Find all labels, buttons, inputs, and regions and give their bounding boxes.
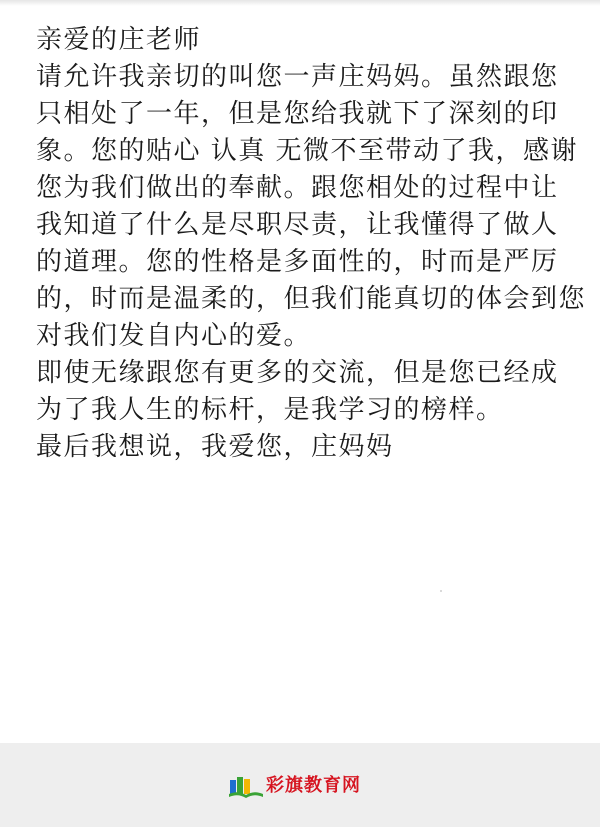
footer-bar [0,743,600,827]
logo-text: 彩旗教育网 [266,775,361,796]
letter-closing: 最后我想说，我爱您，庄妈妈 [36,432,394,462]
letter-body [36,22,587,466]
letter-salutation: 亲爱的庄老师 [36,25,202,55]
letter-line: 我知道了什么是尽职尽责，让我懂得了做人 [36,210,559,240]
letter-line: 为了我人生的标杆，是我学习的榜样。 [36,395,504,425]
open-book-icon [228,774,264,798]
speck [440,590,442,592]
page-top-edge [0,0,600,6]
site-logo[interactable] [228,774,361,798]
letter-line: 象。您的贴心 认真 无微不至带动了我，感谢 [36,136,579,166]
letter-line: 的道理。您的性格是多面性的，时而是严厉 [36,247,559,277]
letter-line: 即使无缘跟您有更多的交流，但是您已经成 [36,358,559,388]
letter-line: 请允许我亲切的叫您一声庄妈妈。虽然跟您 [36,62,559,92]
letter-line: 的，时而是温柔的，但我们能真切的体会到您 [36,284,587,314]
letter-line: 对我们发自内心的爱。 [36,321,312,351]
letter-line: 只相处了一年，但是您给我就下了深刻的印 [36,99,559,129]
letter-line: 您为我们做出的奉献。跟您相处的过程中让 [36,173,559,203]
